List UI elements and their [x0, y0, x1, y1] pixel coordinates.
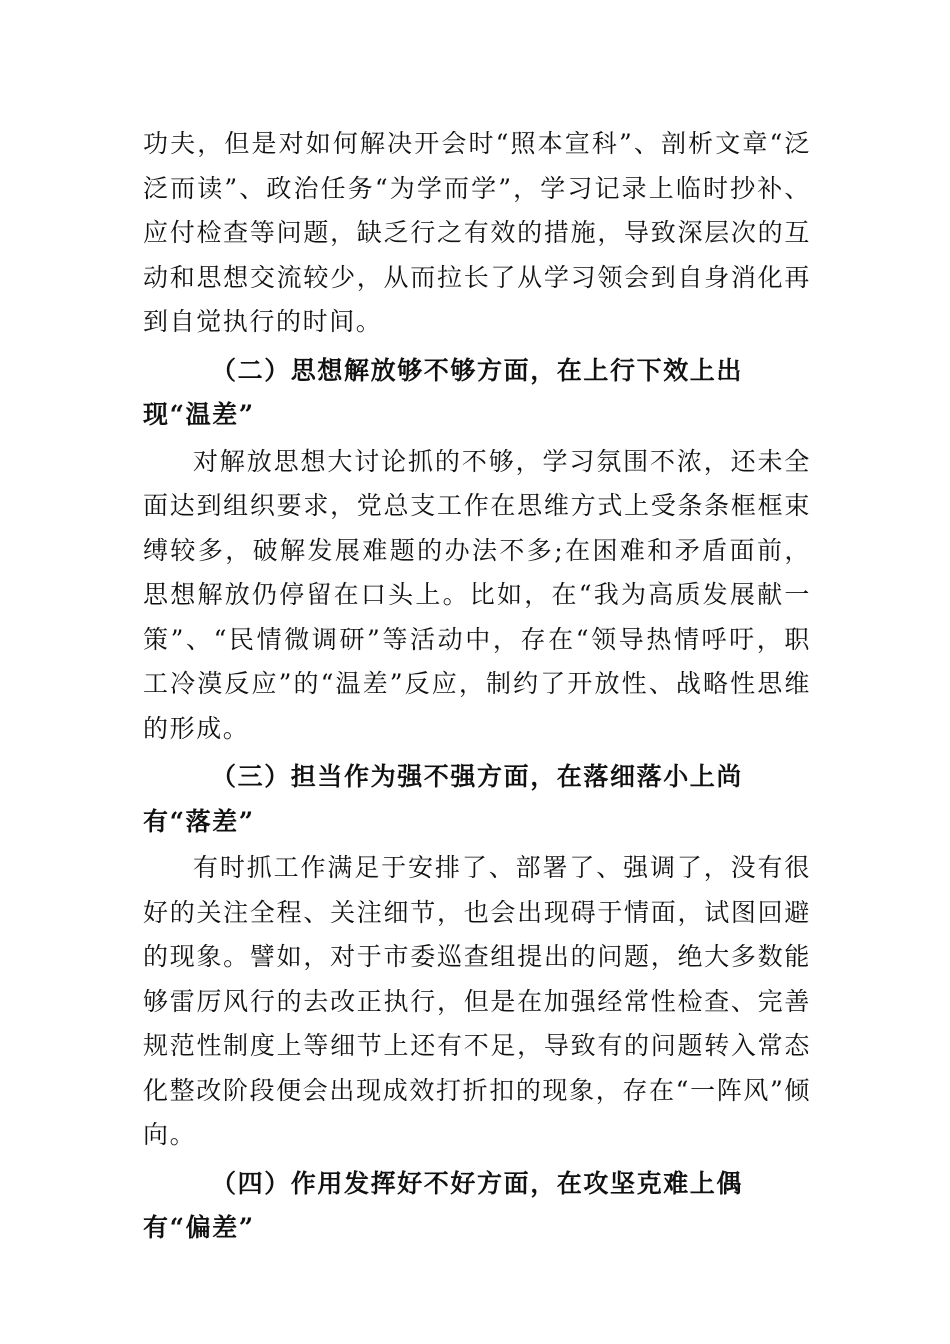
section-heading-2: （二）思想解放够不够方面，在上行下效上出现“温差”	[143, 355, 744, 429]
body-paragraph-1: 功夫，但是对如何解决开会时“照本宣科”、剖析文章“泛泛而读”、政治任务“为学而学”，学习记录上临时抄补、应付检查等问题，缺乏行之有效的措施，导致深层次的互动和思想交流较少，从而拉长了从学习领会到自身消化再到自觉执行的时间。	[143, 129, 811, 336]
document-body	[143, 122, 811, 1251]
body-paragraph-3: 有时抓工作满足于安排了、部署了、强调了，没有很好的关注全程、关注细节，也会出现碍于情面，试图回避的现象。譬如，对于市委巡查组提出的问题，绝大多数能够雷厉风行的去改正执行，但是在加强经常性检查、完善规范性制度上等细节上还有不足，导致有的问题转入常态化整改阶段便会出现成效打折扣的现象，存在“一阵风”倾向。	[143, 853, 811, 1149]
section-heading-4: （四）作用发挥好不好方面，在攻坚克难上偶有“偏差”	[143, 1168, 744, 1242]
section-heading-3: （三）担当作为强不强方面，在落细落小上尚有“落差”	[143, 762, 744, 836]
body-paragraph-2: 对解放思想大讨论抓的不够，学习氛围不浓，还未全面达到组织要求，党总支工作在思维方式上受条条框框束缚较多，破解发展难题的办法不多;在困难和矛盾面前，思想解放仍停留在口头上。比如，在“我为高质发展献一策”、“民情微调研”等活动中，存在“领导热情呼吁，职工冷漠反应”的“温差”反应，制约了开放性、战略性思维的形成。	[143, 446, 811, 743]
